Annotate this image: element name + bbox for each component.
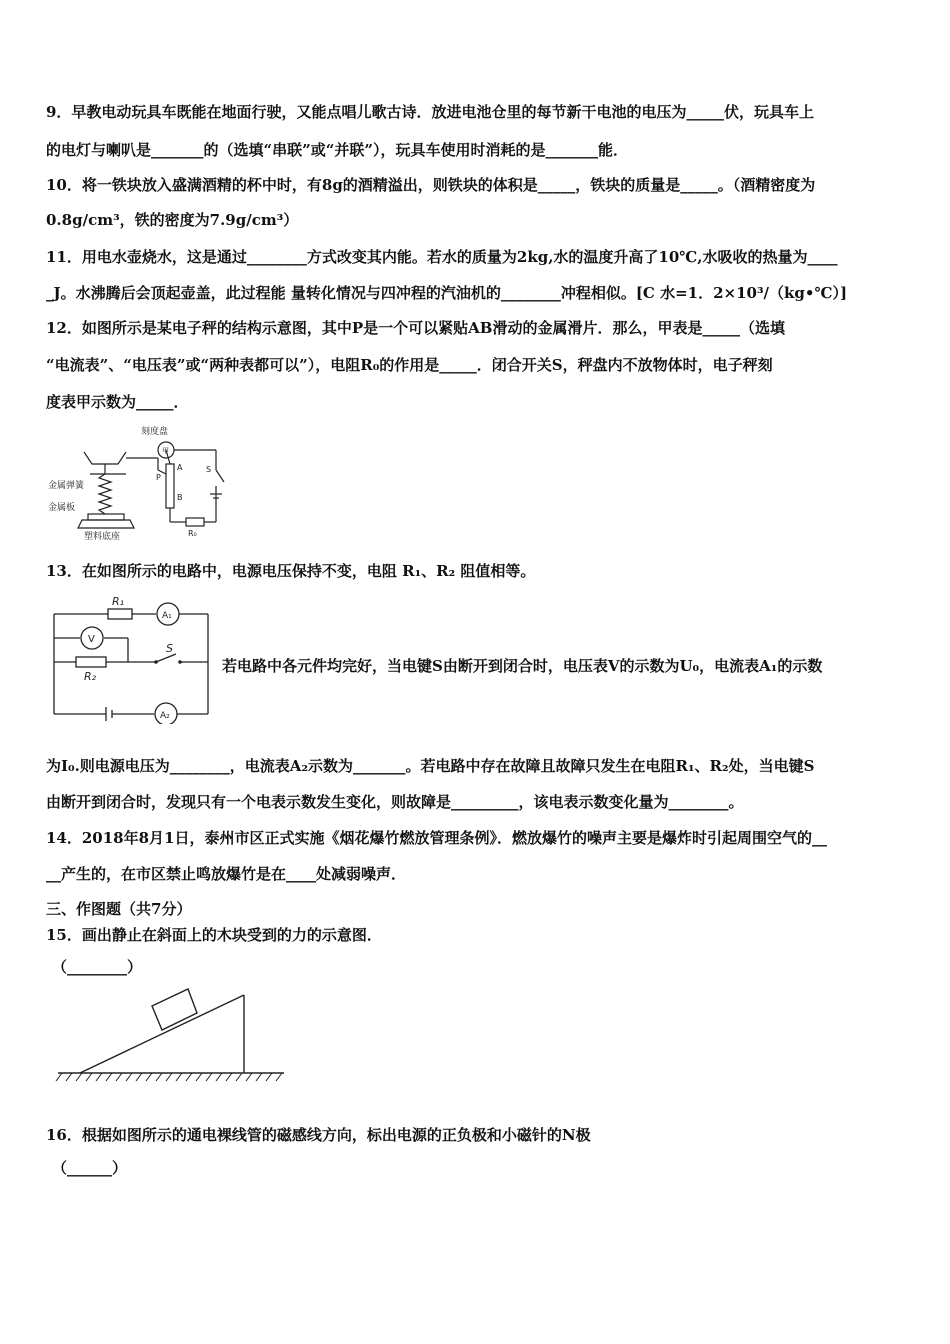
q15-answer-blank: （________） — [52, 958, 143, 976]
resistor-r0 — [186, 518, 204, 526]
q10-line2: 0.8g/cm³，铁的密度为7.9g/cm³） — [46, 211, 299, 229]
label-meter: 甲 — [162, 447, 169, 455]
label-b: B — [177, 493, 183, 502]
q9-line2: 的电灯与喇叭是_______的（选填“串联”或“并联”），玩具车使用时消耗的是_______能． — [46, 141, 629, 159]
circuit-diagram — [48, 594, 216, 724]
scale-pan — [84, 452, 126, 464]
label-s: S — [166, 642, 173, 655]
q14-line1: 14．2018年8月1日，泰州市区正式实施《烟花爆竹燃放管理条例》．燃放爆竹的噪声主要是爆炸时引起周围空气的__ — [46, 829, 828, 847]
label-base: 塑料底座 — [84, 532, 121, 542]
rheostat-ab — [166, 464, 174, 508]
label-a1: A₁ — [162, 611, 172, 621]
resistor-r1 — [108, 609, 132, 619]
label-plate: 金属板 — [48, 503, 76, 513]
label-a: A — [177, 463, 183, 472]
resistor-r2 — [76, 657, 106, 667]
q13-line2: 为I₀.则电源电压为________，电流表A₂示数为_______。若电路中存在故障且故障只发生在电阻R₁、R₂处，当电键S — [46, 757, 815, 775]
q12-line3: 度表甲示数为_____． — [46, 393, 189, 411]
label-s: S — [206, 465, 212, 474]
metal-plate — [88, 514, 124, 520]
metal-spring — [99, 474, 111, 514]
q12-line2: “电流表”、“电压表”或“两种表都可以”），电阻R₀的作用是_____．闭合开关S，秤盘内不放物体时，电子秤刻 — [46, 356, 773, 374]
section-title: 三、作图题（共7分） — [46, 900, 192, 918]
incline-surface — [80, 995, 244, 1073]
label-r2: R₂ — [84, 670, 97, 683]
q13-side-text: 若电路中各元件均完好，当电键S由断开到闭合时，电压表V的示数为U₀，电流表A₁的示数 — [222, 657, 823, 675]
label-r1: R₁ — [112, 595, 125, 608]
switch-s — [156, 654, 176, 662]
wood-block — [152, 989, 197, 1030]
q16-answer-blank: （______） — [52, 1159, 128, 1177]
label-r0: R₀ — [188, 529, 197, 538]
label-dial: 刻度盘 — [141, 427, 169, 437]
q14-line2: __产生的，在市区禁止鸣放爆竹是在____处减弱噪声． — [46, 865, 407, 883]
scale-diagram — [46, 422, 241, 542]
q10-line1: 10．将一铁块放入盛满酒精的杯中时，有8g的酒精溢出，则铁块的体积是_____，铁块的质量是_____。（酒精密度为 — [46, 176, 816, 194]
incline-diagram — [52, 985, 292, 1085]
q16-line1: 16．根据如图所示的通电裸线管的磁感线方向，标出电源的正负极和小磁针的N极 — [46, 1126, 591, 1144]
q11-line2: _J。水沸腾后会顶起壶盖，此过程能 量转化情况与四冲程的汽油机的________冲程相似。[C 水=1．2×10³/（kg•℃）] — [46, 284, 848, 302]
q13-line3: 由断开到闭合时，发现只有一个电表示数发生变化，则故障是_________，该电表示数变化量为________。 — [46, 793, 744, 811]
q11-line1: 11．用电水壶烧水，这是通过________方式改变其内能。若水的质量为2kg,水的温度升高了10℃,水吸收的热量为____ — [46, 248, 838, 266]
label-p: P — [156, 473, 161, 482]
plastic-base — [78, 520, 134, 528]
label-spring: 金属弹簧 — [48, 481, 85, 491]
label-a2: A₂ — [160, 711, 170, 721]
q9-line1: 9．早教电动玩具车既能在地面行驶，又能点唱儿歌古诗．放进电池仓里的每节新干电池的电压为_____伏，玩具车上 — [46, 103, 814, 121]
q12-line1: 12．如图所示是某电子秤的结构示意图，其中P是一个可以紧贴AB滑动的金属滑片．那么，甲表是_____（选填 — [46, 319, 785, 337]
q13-line1: 13．在如图所示的电路中，电源电压保持不变，电阻 R₁、R₂ 阻值相等。 — [46, 562, 536, 580]
label-v: V — [88, 634, 95, 645]
q15-line1: 15．画出静止在斜面上的木块受到的力的示意图． — [46, 926, 382, 944]
